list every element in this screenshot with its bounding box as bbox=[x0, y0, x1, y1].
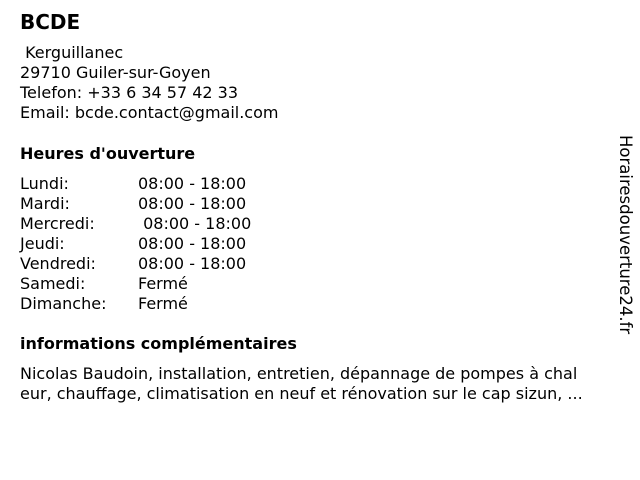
hours-value: 08:00 - 18:00 bbox=[138, 194, 247, 213]
street-address: Kerguillanec bbox=[20, 43, 124, 62]
additional-info-text bbox=[20, 364, 632, 404]
day-label: Mardi: bbox=[20, 194, 70, 213]
hours-row-sunday bbox=[20, 294, 320, 314]
hours-value: 08:00 - 18:00 bbox=[138, 234, 247, 253]
day-label: Lundi: bbox=[20, 174, 69, 193]
info-line: eur, chauffage, climatisation en neuf et rénovation sur le cap sizun, ... bbox=[20, 384, 583, 403]
hours-row-wednesday bbox=[20, 214, 320, 234]
day-label: Dimanche: bbox=[20, 294, 107, 313]
phone-number: Telefon: +33 6 34 57 42 33 bbox=[20, 83, 239, 102]
day-label: Jeudi: bbox=[20, 234, 65, 253]
business-name: BCDE bbox=[20, 10, 81, 34]
city-postal: 29710 Guiler-sur-Goyen bbox=[20, 63, 211, 82]
hours-value: Fermé bbox=[138, 294, 188, 313]
email-address: Email: bcde.contact@gmail.com bbox=[20, 103, 279, 122]
hours-row-tuesday bbox=[20, 194, 320, 214]
site-watermark: Horairesdouverture24.fr bbox=[616, 135, 635, 335]
hours-value: 08:00 - 18:00 bbox=[138, 254, 247, 273]
hours-row-saturday bbox=[20, 274, 320, 294]
hours-row-monday bbox=[20, 174, 320, 194]
business-address-block bbox=[20, 43, 278, 123]
hours-value: 08:00 - 18:00 bbox=[138, 174, 247, 193]
info-line: Nicolas Baudoin, installation, entretien, dépannage de pompes à chal bbox=[20, 364, 578, 383]
additional-info-heading: informations complémentaires bbox=[20, 334, 297, 353]
opening-hours-heading: Heures d'ouverture bbox=[20, 144, 196, 163]
hours-value: 08:00 - 18:00 bbox=[138, 214, 252, 233]
hours-row-thursday bbox=[20, 234, 320, 254]
day-label: Mercredi: bbox=[20, 214, 95, 233]
opening-hours-table bbox=[20, 174, 320, 314]
hours-row-friday bbox=[20, 254, 320, 274]
day-label: Vendredi: bbox=[20, 254, 96, 273]
day-label: Samedi: bbox=[20, 274, 86, 293]
hours-value: Fermé bbox=[138, 274, 188, 293]
